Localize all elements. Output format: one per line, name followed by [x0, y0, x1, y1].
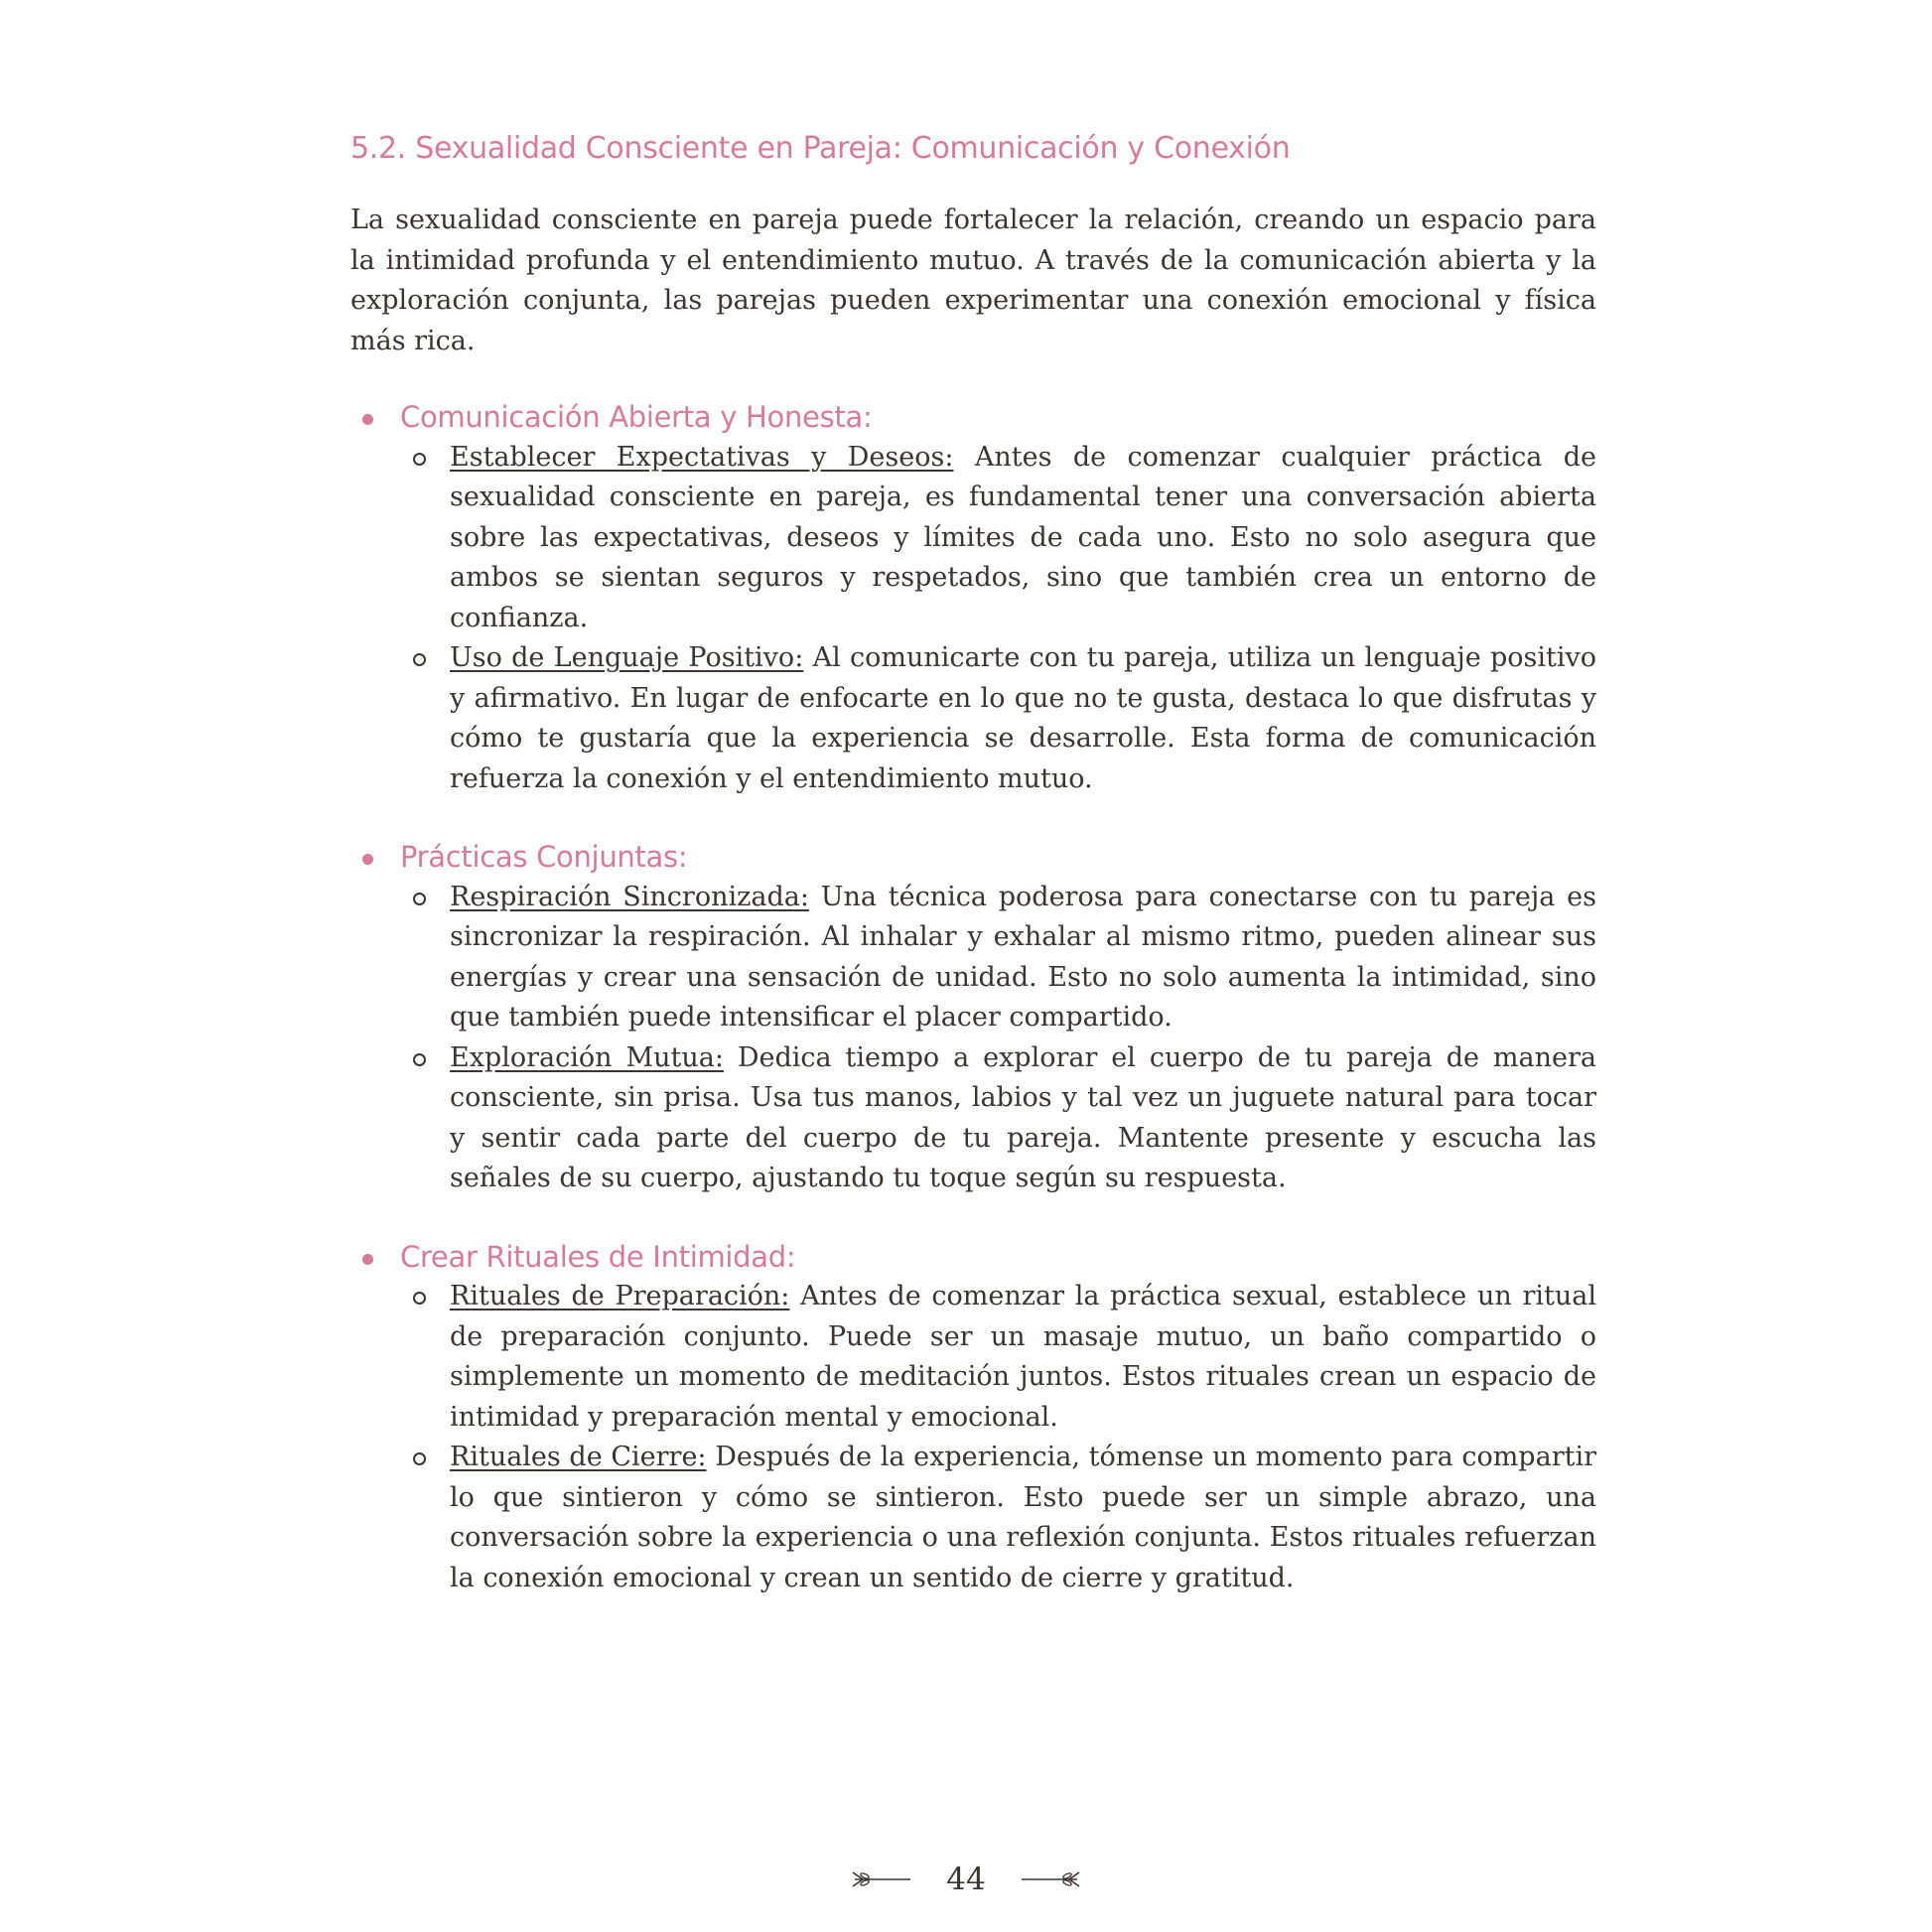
point-label: Rituales de Preparación: — [450, 1281, 790, 1311]
circle-bullet-icon — [413, 653, 426, 666]
circle-bullet-icon — [413, 893, 426, 905]
topic-title: Crear Rituales de Intimidad: — [400, 1239, 796, 1274]
topic-title: Prácticas Conjuntas: — [400, 840, 688, 874]
point-text: Antes de comenzar la práctica sexual, establece un ritual de preparación conjunto. Puede ser un masaje mutuo, un baño compartido o simplemente un momento de meditación juntos. Estos rituales crean un espacio de intimidad y preparación mental y emocional. — [450, 1281, 1596, 1433]
point-label: Rituales de Cierre: — [450, 1442, 707, 1472]
bullet-dot-icon — [362, 414, 373, 425]
section-title: 5.2. Sexualidad Consciente en Pareja: Comunicación y Conexión — [350, 131, 1291, 166]
point-synchronized-breathing — [400, 878, 1596, 1038]
page-footer — [0, 1855, 1932, 1904]
intro-paragraph: La sexualidad consciente en pareja puede fortalecer la relación, creando un espacio para la intimidad profunda y el entendimiento mutuo. A través de la comunicación abierta y la exploración conjunta, las parejas pueden experimentar una conexión emocional y física más rica. — [350, 205, 1596, 356]
topic-list — [350, 397, 1596, 1598]
point-label: Exploración Mutua: — [450, 1041, 724, 1073]
topic-title: Comunicación Abierta y Honesta: — [400, 400, 873, 434]
leaf-flourish-icon — [849, 1869, 912, 1889]
point-text: Dedica tiempo a explorar el cuerpo de tu pareja de manera consciente, sin prisa. Usa tus manos, labios y tal vez un juguete natural para tocar y sentir cada parte del cuerpo de tu pareja. Mantente presente y escucha las señales de su cuerpo, ajustando tu toque según su respuesta. — [450, 1041, 1596, 1193]
bullet-dot-icon — [362, 854, 373, 865]
circle-bullet-icon — [413, 1292, 426, 1305]
circle-bullet-icon — [413, 1452, 426, 1465]
page-content — [350, 127, 1596, 1636]
bullet-dot-icon — [362, 1254, 373, 1265]
point-label: Establecer Expectativas y Deseos: — [450, 441, 954, 473]
circle-bullet-icon — [413, 1053, 426, 1066]
point-text: Una técnica poderosa para conectarse con tu pareja es sincronizar la respiración. Al inhalar y exhalar al mismo ritmo, pueden alinear sus energías y crear una sensación de unidad. Esto no solo aumenta la intimidad, sino que también puede intensificar el placer compartido. — [450, 881, 1596, 1033]
leaf-flourish-icon — [1020, 1869, 1083, 1889]
topic-communication — [350, 397, 1596, 799]
page-number: 44 — [946, 1862, 986, 1897]
point-list — [400, 438, 1596, 800]
point-text: Después de la experiencia, tómense un momento para compartir lo que sintieron y cómo se sintieron. Esto puede ser un simple abrazo, una conversación sobre la experiencia o una reflexión conjunta. Estos rituales refuerzan la conexión emocional y crean un sentido de cierre y gratitud. — [450, 1442, 1596, 1593]
topic-intimacy-rituals — [350, 1237, 1596, 1599]
point-text: Al comunicarte con tu pareja, utiliza un lenguaje positivo y afirmativo. En lugar de enfocarte en lo que no te gusta, destaca lo que disfrutas y cómo te gustaría que la experiencia se desarrolle. Esta forma de comunicación refuerza la conexión y el entendimiento mutuo. — [450, 642, 1596, 794]
point-list — [400, 1277, 1596, 1598]
point-label: Respiración Sincronizada: — [450, 881, 809, 912]
point-positive-language — [400, 638, 1596, 799]
point-text: Antes de comenzar cualquier práctica de sexualidad consciente en pareja, es fundamental tener una conversación abierta sobre las expectativas, deseos y límites de cada uno. Esto no solo asegura que ambos se sientan seguros y respetados, sino que también crea un entorno de confianza. — [450, 441, 1597, 633]
point-expectations — [400, 438, 1596, 639]
point-closing-rituals — [400, 1438, 1596, 1598]
point-list — [400, 878, 1596, 1199]
point-preparation-rituals — [400, 1277, 1596, 1438]
point-mutual-exploration — [400, 1038, 1596, 1199]
circle-bullet-icon — [413, 453, 426, 466]
point-label: Uso de Lenguaje Positivo: — [450, 642, 804, 673]
topic-joint-practices — [350, 837, 1596, 1199]
